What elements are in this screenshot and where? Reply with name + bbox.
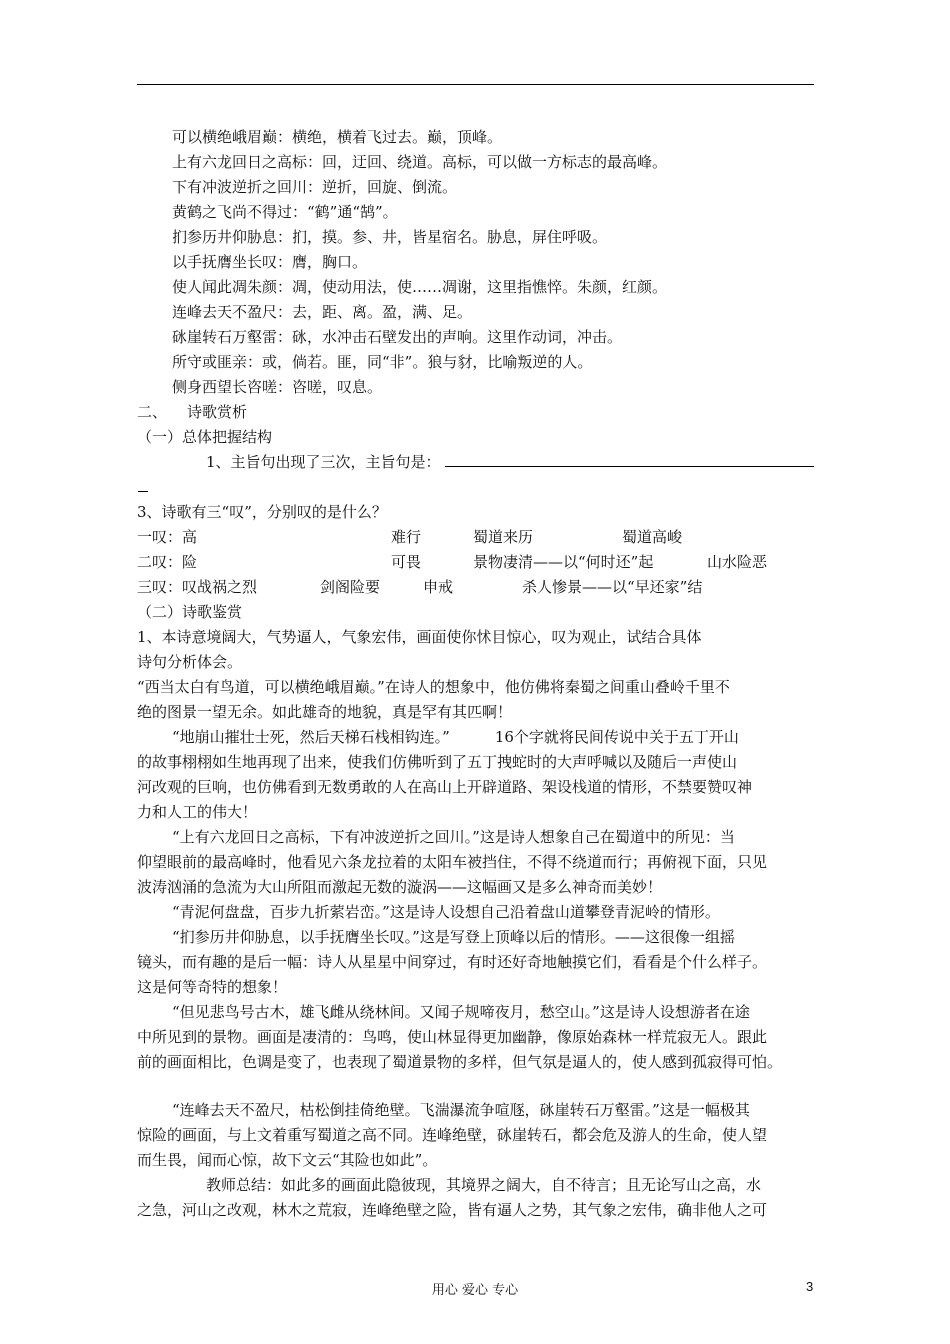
body-line: 惊险的画面，与上文着重写蜀道之高不同。连峰绝壁，砯崖转石，都会危及游人的生命，使人望 (137, 1126, 768, 1144)
body-line: 的故事栩栩如生地再现了出来，使我们仿佛听到了五丁拽蛇时的大声呼喊以及随后一声使山 (137, 753, 738, 771)
header-rule (137, 84, 814, 85)
glossary-line: 扪参历井仰胁息：扪，摸。参、井，皆星宿名。胁息，屏住呼吸。 (172, 228, 608, 246)
glossary-line: 使人闻此凋朱颜：凋，使动用法，使……凋谢，这里指憔悴。朱颜，红颜。 (172, 278, 668, 296)
body-line: “西当太白有鸟道，可以横绝峨眉巅。”在诗人的想象中，他仿佛将秦蜀之间重山叠岭千里不 (137, 678, 730, 696)
glossary-line: 所守或匪亲：或，倘若。匪，同“非”。狼与豺，比喻叛逆的人。 (172, 353, 593, 371)
body-line: 中所见到的景物。画面是凄清的：鸟鸣，使山林显得更加幽静，像原始森林一样荒寂无人。跟此 (137, 1028, 768, 1046)
body-line: “青泥何盘盘，百步九折萦岩峦。”这是诗人设想自己沿着盘山道攀登青泥岭的情形。 (172, 903, 720, 921)
glossary-line: 连峰去天不盈尺：去，距、离。盈，满、足。 (172, 303, 473, 321)
glossary-line: 侧身西望长咨嗟：咨嗟，叹息。 (172, 378, 383, 396)
tan-cell: 杀人惨景——以“早还家”结 (522, 578, 703, 596)
tan-label: 三叹：叹战祸之烈 (137, 578, 258, 596)
body-line: 这是何等奇特的想象！ (137, 978, 288, 996)
tan-cell: 难行 (391, 528, 422, 546)
glossary-line: 上有六龙回日之高标：回，迂回、绕道。高标，可以做一方标志的最高峰。 (172, 153, 668, 171)
body-line: 教师总结：如此多的画面此隐彼现，其境界之阔大，自不待言；且无论写山之高，水 (206, 1176, 762, 1194)
body-line: “扪参历井仰胁息，以手抚膺坐长叹。”这是写登上顶峰以后的情形。——这很像一组摇 (172, 928, 735, 946)
tan-label: 二叹：险 (137, 553, 198, 571)
subsection-title: （二）诗歌鉴赏 (137, 603, 243, 621)
page-footer: 用心 爱心 专心 (431, 1283, 519, 1298)
body-line: 波涛汹涌的急流为大山所阻而激起无数的漩涡——这幅画又是多么神奇而美妙！ (137, 878, 663, 896)
glossary-line: 下有冲波逆折之回川：逆折，回旋、倒流。 (172, 178, 458, 196)
page-number: 3 (806, 1279, 814, 1294)
body-line: 仰望眼前的最高峰时，他看见六条龙拉着的太阳车被挡住，不得不绕道而行；再俯视下面，只见 (137, 853, 768, 871)
glossary-line: 砯崖转石万壑雷：砯，水冲击石壁发出的声响。这里作动词，冲击。 (172, 328, 623, 346)
body-line: “连峰去天不盈尺，枯松倒挂倚绝壁。飞湍瀑流争喧豗，砯崖转石万壑雷。”这是一幅极其 (172, 1101, 750, 1119)
glossary-line: 可以横绝峨眉巅：横绝，横着飞过去。巅，顶峰。 (172, 128, 503, 146)
answer-blank[interactable] (445, 466, 814, 467)
glossary-line: 以手抚膺坐长叹：膺，胸口。 (172, 253, 368, 271)
answer-blank-continued (138, 491, 148, 492)
section-title: 诗歌赏析 (187, 403, 248, 421)
question-1: 1、主旨句出现了三次，主旨句是： (206, 453, 441, 471)
tan-cell: 剑阁险要 (320, 578, 381, 596)
body-line: 诗句分析体会。 (137, 653, 243, 671)
body-line: 之急，河山之改观，林木之荒寂，连峰绝壁之险，皆有逼人之势，其气象之宏伟，确非他人之可 (137, 1201, 768, 1219)
body-line: “上有六龙回日之高标，下有冲波逆折之回川。”这是诗人想象自己在蜀道中的所见：当 (172, 828, 735, 846)
section-heading (137, 400, 817, 424)
body-line: 绝的图景一望无余。如此雄奇的地貌，真是罕有其匹啊！ (137, 703, 513, 721)
body-line: 1、本诗意境阔大，气势逼人，气象宏伟，画面使你怵目惊心，叹为观止，试结合具体 (137, 628, 702, 646)
subsection-title: （一）总体把握结构 (137, 428, 273, 446)
tan-cell: 蜀道高峻 (622, 528, 683, 546)
body-line: “地崩山摧壮士死，然后天梯石栈相钩连。” 16个字就将民间传说中关于五丁开山 (172, 728, 739, 746)
body-line: “但见悲鸟号古木，雄飞雌从绕林间。又闻子规啼夜月，愁空山。”这是诗人设想游者在途 (172, 1003, 750, 1021)
body-line: 河改观的巨响，也仿佛看到无数勇敢的人在高山上开辟道路、架设栈道的情形，不禁要赞叹神 (137, 778, 753, 796)
section-number: 二、 (137, 403, 168, 421)
tan-cell: 申戒 (423, 578, 454, 596)
body-line: 力和人工的伟大！ (137, 803, 258, 821)
tan-cell: 可畏 (391, 553, 422, 571)
tan-cell: 山水险恶 (707, 553, 768, 571)
tan-cell: 景物凄清——以“何时还”起 (473, 553, 654, 571)
body-line: 镜头，而有趣的是后一幅：诗人从星星中间穿过，有时还好奇地触摸它们，看看是个什么样子。 (137, 953, 768, 971)
glossary-line: 黄鹤之飞尚不得过：“鹤”通“鹄”。 (172, 203, 398, 221)
question-3: 3、诗歌有三“叹”，分别叹的是什么？ (137, 503, 387, 521)
body-line: 而生畏，闻而心惊，故下文云“其险也如此”。 (137, 1151, 438, 1169)
tan-cell: 蜀道来历 (473, 528, 534, 546)
tan-label: 一叹：高 (137, 528, 198, 546)
body-line: 前的画面相比，色调是变了，也表现了蜀道景物的多样，但气氛是逼人的，使人感到孤寂得可怕。 (137, 1053, 783, 1071)
